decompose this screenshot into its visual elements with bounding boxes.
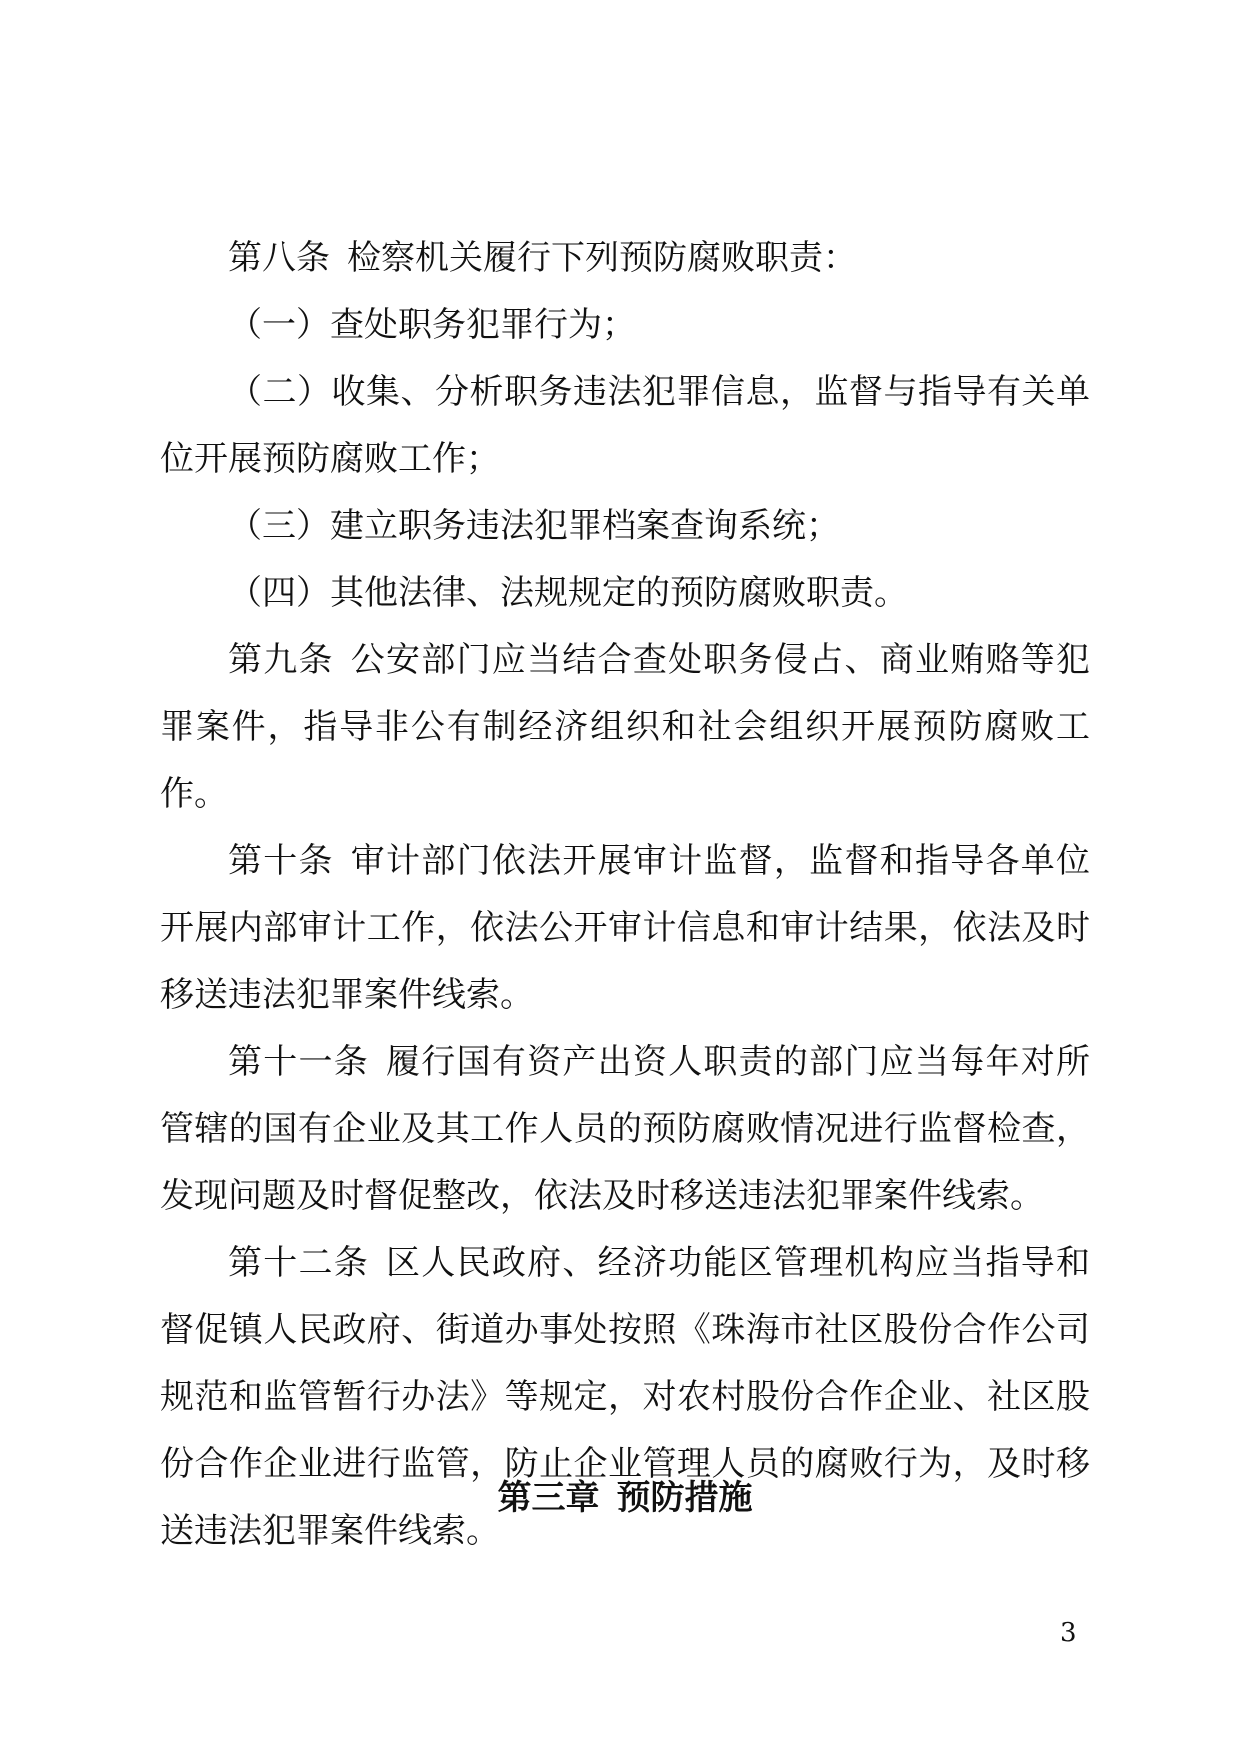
article-text: 区人民政府、经济功能区管理机构应当指导和督促镇人民政府、街道办事处按照《珠海市社区股份合作公司规范和监管暂行办法》等规定，对农村股份合作企业、社区股份合作企业进行监管，防止企业管理人员的腐败行为，及时移送违法犯罪案件线索。 xyxy=(160,1243,1091,1551)
chapter-number: 第三章 xyxy=(497,1478,600,1518)
item-text: （二）收集、分析职务违法犯罪信息，监督与指导有关单位开展预防腐败工作； xyxy=(160,372,1090,479)
item-text: （一）查处职务犯罪行为； xyxy=(228,305,636,345)
article-text: 公安部门应当结合查处职务侵占、商业贿赂等犯罪案件，指导非公有制经济组织和社会组织开展预防腐败工作。 xyxy=(160,640,1091,814)
article-8-item-2 xyxy=(160,359,1090,493)
article-11 xyxy=(160,1029,1090,1230)
article-10 xyxy=(160,828,1090,1029)
chapter-heading xyxy=(160,1465,1090,1532)
article-body xyxy=(160,225,1090,1565)
article-8 xyxy=(160,225,1090,292)
article-9 xyxy=(160,627,1090,828)
article-text: 履行国有资产出资人职责的部门应当每年对所管辖的国有企业及其工作人员的预防腐败情况进行监督检查，发现问题及时督促整改，依法及时移送违法犯罪案件线索。 xyxy=(160,1042,1091,1216)
page-number: 3 xyxy=(1060,1618,1077,1648)
article-8-item-4 xyxy=(160,560,1090,627)
article-text: 审计部门依法开展审计监督，监督和指导各单位开展内部审计工作，依法公开审计信息和审计结果，依法及时移送违法犯罪案件线索。 xyxy=(160,841,1091,1015)
item-text: （四）其他法律、法规规定的预防腐败职责。 xyxy=(228,573,908,613)
article-number: 第八条 xyxy=(228,238,330,278)
article-number: 第十一条 xyxy=(228,1042,370,1082)
chapter-title: 预防措施 xyxy=(616,1478,753,1518)
article-number: 第九条 xyxy=(228,640,334,680)
article-text: 检察机关履行下列预防腐败职责： xyxy=(347,238,857,278)
article-number: 第十条 xyxy=(228,841,334,881)
article-8-item-3 xyxy=(160,493,1090,560)
item-text: （三）建立职务违法犯罪档案查询系统； xyxy=(228,506,840,546)
article-number: 第十二条 xyxy=(228,1243,370,1283)
article-8-item-1 xyxy=(160,292,1090,359)
